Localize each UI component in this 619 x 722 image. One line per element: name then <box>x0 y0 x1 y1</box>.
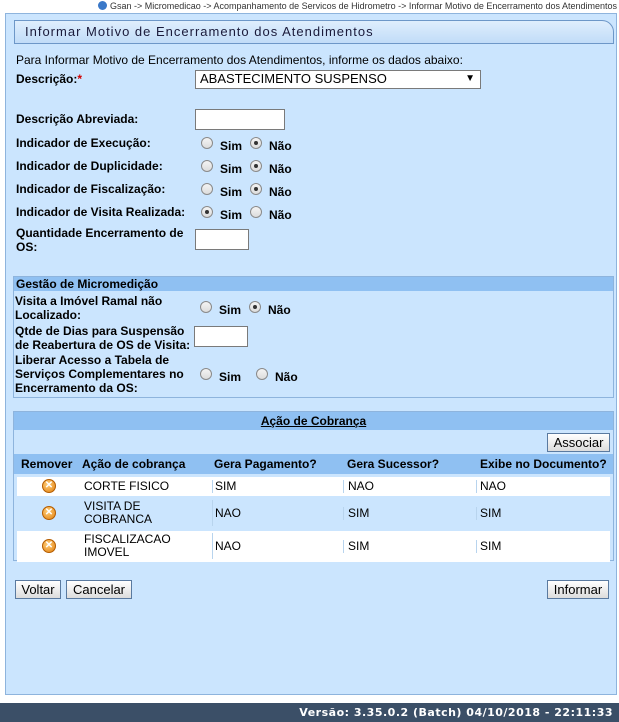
pagamento-cell: NAO <box>213 540 344 553</box>
table-row <box>17 477 610 496</box>
liberar-acesso-label: Liberar Acesso a Tabela de Serviços Complementares no Encerramento da OS: <box>15 353 184 395</box>
pagamento-cell: NAO <box>213 507 344 520</box>
visita-imovel-label: Visita a Imóvel Ramal não Localizado: <box>15 294 163 322</box>
exibe-cell: NAO <box>480 479 507 493</box>
descricao-label: Descrição:* <box>16 72 83 86</box>
descricao-abreviada-label: Descrição Abreviada: <box>16 112 139 126</box>
descricao-selected-value: ABASTECIMENTO SUSPENSO <box>200 71 387 86</box>
acao-cobranca-title: Ação de Cobrança <box>14 412 613 430</box>
intro-text: Para Informar Motivo de Encerramento dos Atendimentos, informe os dados abaixo: <box>16 53 463 67</box>
quantidade-encerramento-input[interactable] <box>195 229 249 250</box>
indicador-visita-label: Indicador de Visita Realizada: <box>16 205 186 219</box>
indicador-duplicidade-nao-radio[interactable] <box>250 160 262 172</box>
indicador-fiscalizacao-label: Indicador de Fiscalização: <box>16 182 166 196</box>
indicador-execucao-nao-label: Não <box>269 139 292 153</box>
sucessor-cell: SIM <box>346 507 477 520</box>
col-acao-cobranca: Ação de cobrança <box>82 457 186 471</box>
indicador-fiscalizacao-sim-label: Sim <box>220 185 243 199</box>
main-form-panel <box>5 13 617 695</box>
indicador-execucao-nao-radio[interactable] <box>250 137 262 149</box>
indicador-fiscalizacao-nao-radio[interactable] <box>250 183 262 195</box>
visita-imovel-nao-label: Não <box>268 303 291 317</box>
qtde-dias-label: Qtde de Dias para Suspensão de Reabertura de OS de Visita: <box>15 324 191 352</box>
required-mark: * <box>77 72 83 86</box>
col-exibe-documento: Exibe no Documento? <box>480 457 607 471</box>
acao-cell: FISCALIZACAO IMOVEL <box>82 533 213 559</box>
indicador-duplicidade-label: Indicador de Duplicidade: <box>16 159 163 173</box>
associar-button[interactable]: Associar <box>547 433 610 452</box>
breadcrumb-text: Gsan -> Micromedicao -> Acompanhamento de Servicos de Hidrometro -> Informar Motivo de Encerramento dos Atendimentos <box>110 1 617 11</box>
indicador-visita-nao-label: Não <box>269 208 292 222</box>
col-gera-sucessor: Gera Sucessor? <box>347 457 440 471</box>
indicador-visita-sim-label: Sim <box>220 208 243 222</box>
table-row <box>17 498 610 529</box>
quantidade-label: Quantidade Encerramento de OS: <box>16 226 184 254</box>
indicador-execucao-sim-radio[interactable] <box>201 137 213 149</box>
table-row <box>17 531 610 562</box>
exibe-cell: SIM <box>480 506 502 520</box>
acao-cell: CORTE FISICO <box>82 480 213 493</box>
liberar-acesso-nao-radio[interactable] <box>256 368 268 380</box>
indicador-duplicidade-sim-radio[interactable] <box>201 160 213 172</box>
qtde-dias-input[interactable] <box>194 326 248 347</box>
indicador-duplicidade-nao-label: Não <box>269 162 292 176</box>
visita-imovel-sim-radio[interactable] <box>200 301 212 313</box>
indicador-visita-sim-radio[interactable] <box>201 206 213 218</box>
gestao-section-title: Gestão de Micromedição <box>14 277 613 291</box>
indicador-visita-nao-radio[interactable] <box>250 206 262 218</box>
col-gera-pagamento: Gera Pagamento? <box>214 457 317 471</box>
cancelar-button[interactable]: Cancelar <box>66 580 132 599</box>
sucessor-cell: NAO <box>346 480 477 493</box>
remove-row-icon[interactable]: ✕ <box>42 479 56 493</box>
liberar-acesso-sim-label: Sim <box>219 370 242 384</box>
acao-table-header <box>14 454 613 474</box>
informar-button[interactable]: Informar <box>547 580 609 599</box>
voltar-button[interactable]: Voltar <box>15 580 61 599</box>
sucessor-cell: SIM <box>346 540 477 553</box>
pagamento-cell: SIM <box>213 480 344 493</box>
remove-row-icon[interactable]: ✕ <box>42 506 56 520</box>
indicador-fiscalizacao-sim-radio[interactable] <box>201 183 213 195</box>
gestao-micromedicao-section <box>13 276 614 398</box>
dropdown-arrow-icon: ▼ <box>465 73 475 84</box>
remove-row-icon[interactable]: ✕ <box>42 539 56 553</box>
exibe-cell: SIM <box>480 539 502 553</box>
visita-imovel-nao-radio[interactable] <box>249 301 261 313</box>
liberar-acesso-sim-radio[interactable] <box>200 368 212 380</box>
version-footer: Versão: 3.35.0.2 (Batch) 04/10/2018 - 22:11:33 <box>0 703 619 722</box>
indicador-execucao-label: Indicador de Execução: <box>16 136 151 150</box>
breadcrumb <box>0 0 619 12</box>
descricao-select[interactable] <box>195 70 481 89</box>
gsan-globe-icon <box>98 1 107 10</box>
page-title: Informar Motivo de Encerramento dos Atendimentos <box>14 20 614 44</box>
col-remover: Remover <box>21 457 73 471</box>
indicador-duplicidade-sim-label: Sim <box>220 162 243 176</box>
visita-imovel-sim-label: Sim <box>219 303 242 317</box>
indicador-execucao-sim-label: Sim <box>220 139 243 153</box>
acao-cobranca-section <box>13 411 614 561</box>
indicador-fiscalizacao-nao-label: Não <box>269 185 292 199</box>
descricao-abreviada-input[interactable] <box>195 109 285 130</box>
liberar-acesso-nao-label: Não <box>275 370 298 384</box>
acao-cell: VISITA DE COBRANCA <box>82 500 213 526</box>
